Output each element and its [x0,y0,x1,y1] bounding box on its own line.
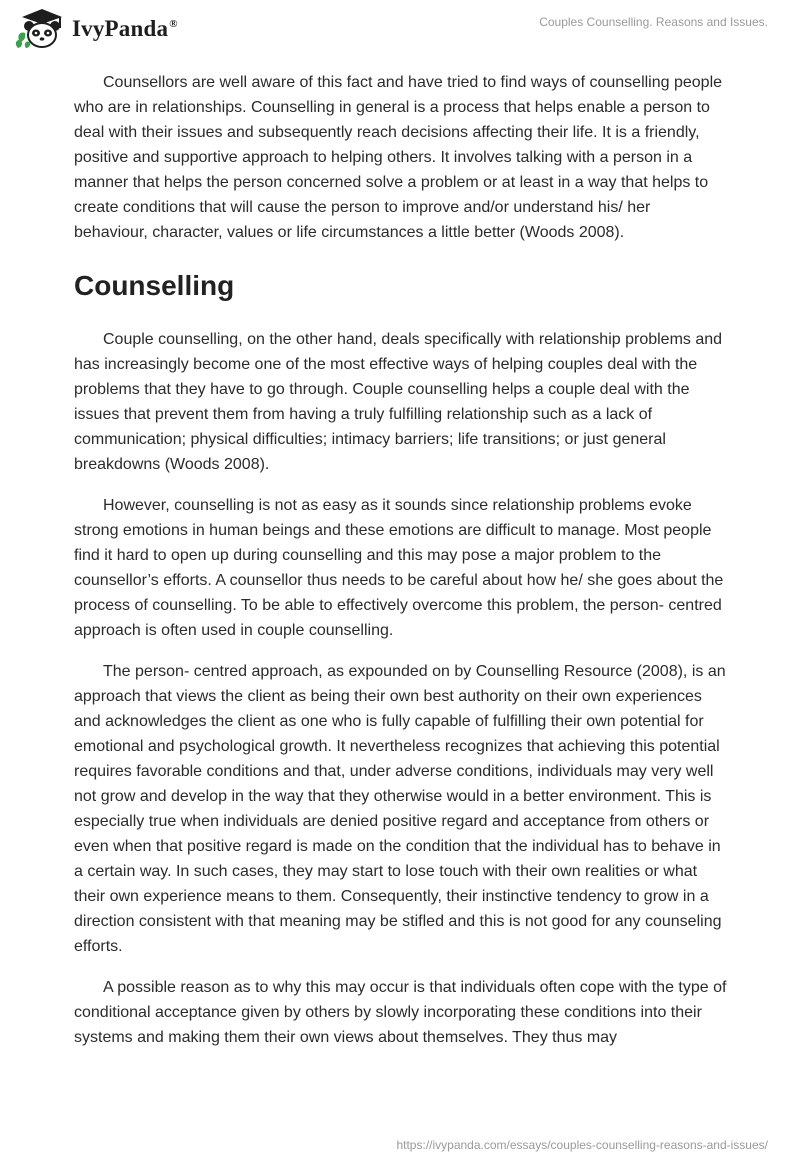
ivypanda-logo[interactable] [14,8,178,50]
paragraph: The person- centred approach, as expounded on by Counselling Resource (2008), is an approach that views the client as being their own best authority on their own experiences and acknowledges the client as one who is fully capable of fulfilling their own potential for emotional and psychological growth. It nevertheless recognizes that achieving this potential requires favorable conditions and that, under adverse conditions, individuals may very well not grow and develop in the way that they otherwise would in a better environment. This is especially true when individuals are denied positive regard and acceptance from others or even when that positive regard is made on the condition that the individual has to behave in a certain way. In such cases, they may start to lose touch with their own realities or what their own experience means to them. Consequently, their instinctive tendency to grow in a direction consistent with that meaning may be stifled and this is not good for any counseling efforts. [74,663,726,955]
source-url[interactable]: https://ivypanda.com/essays/couples-counselling-reasons-and-issues/ [396,1138,768,1152]
paragraph: A possible reason as to why this may occur is that individuals often cope with the type of conditional acceptance given by others by slowly incorporating these conditions into their systems and making them their own views about themselves. They thus may [74,979,727,1046]
brand-name: IvyPanda® [72,16,178,41]
document-title: Couples Counselling. Reasons and Issues. [539,15,768,29]
paragraph: Counsellors are well aware of this fact and have tried to find ways of counselling people who are in relationships. Counselling in general is a process that helps enable a person to deal with their issues and subsequently reach decisions affecting their life. It is a friendly, positive and supportive approach to helping others. It involves talking with a person in a manner that helps the person concerned solve a problem or at least in a way that helps to create conditions that will cause the person to improve and/or understand his/ her behaviour, character, values or life circumstances a little better (Woods 2008). [74,74,723,241]
panda-graduate-icon [14,8,66,50]
page-header [0,0,800,60]
paragraph: Couple counselling, on the other hand, deals specifically with relationship problems and has increasingly become one of the most effective ways of helping couples deal with the problems that they have to go through. Couple counselling helps a couple deal with the issues that prevent them from having a truly fulfilling relationship such as a lack of communication; physical difficulties; intimacy barriers; life transitions; or just general breakdowns (Woods 2008). [74,331,723,473]
registered-mark: ® [169,18,178,31]
essay-content [74,70,728,1066]
paragraph: However, counselling is not as easy as it sounds since relationship problems evoke strong emotions in human beings and these emotions are difficult to manage. Most people find it hard to open up during counselling and this may pose a major problem to the counsellor’s efforts. A counsellor thus needs to be careful about how he/ she goes about the process of counselling. To be able to effectively overcome this problem, the person- centred approach is often used in couple counselling. [74,497,724,639]
section-heading: Counselling [74,270,235,301]
